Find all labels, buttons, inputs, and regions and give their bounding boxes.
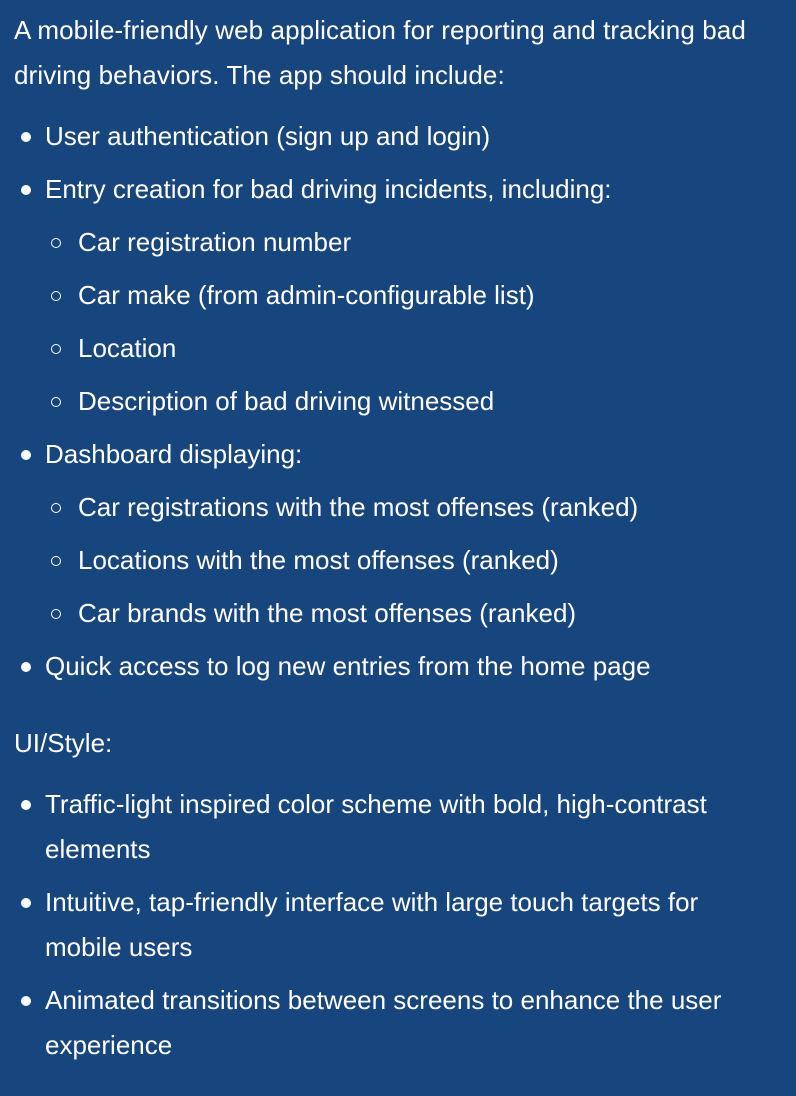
sub-feature-item: Car brands with the most offenses (ranked) <box>45 591 782 636</box>
feature-text: Quick access to log new entries from the home page <box>45 651 651 681</box>
feature-item <box>14 644 782 689</box>
style-item: Animated transitions between screens to enhance the user experience <box>14 978 782 1068</box>
intro-paragraph: A mobile-friendly web application for reporting and tracking bad driving behaviors. The app should include: <box>14 15 746 90</box>
feature-list <box>14 114 782 689</box>
sub-feature-item: Description of bad driving witnessed <box>45 379 782 424</box>
sub-feature-item: Car registration number <box>45 220 782 265</box>
style-list <box>14 782 782 1068</box>
feature-text: User authentication (sign up and login) <box>45 121 491 151</box>
feature-text: Entry creation for bad driving incidents, including: <box>45 174 612 204</box>
feature-item <box>14 114 782 159</box>
style-item: Intuitive, tap-friendly interface with large touch targets for mobile users <box>14 880 782 970</box>
feature-item <box>14 432 782 636</box>
sub-feature-item: Location <box>45 326 782 371</box>
style-heading: UI/Style: <box>14 728 113 758</box>
feature-text: Dashboard displaying: <box>45 439 303 469</box>
style-item: Traffic-light inspired color scheme with bold, high-contrast elements <box>14 782 782 872</box>
sub-feature-item: Car registrations with the most offenses (ranked) <box>45 485 782 530</box>
dashboard-items-list <box>45 485 782 636</box>
sub-feature-item: Locations with the most offenses (ranked) <box>45 538 782 583</box>
incident-fields-list <box>45 220 782 424</box>
feature-item <box>14 167 782 424</box>
sub-feature-item: Car make (from admin-configurable list) <box>45 273 782 318</box>
